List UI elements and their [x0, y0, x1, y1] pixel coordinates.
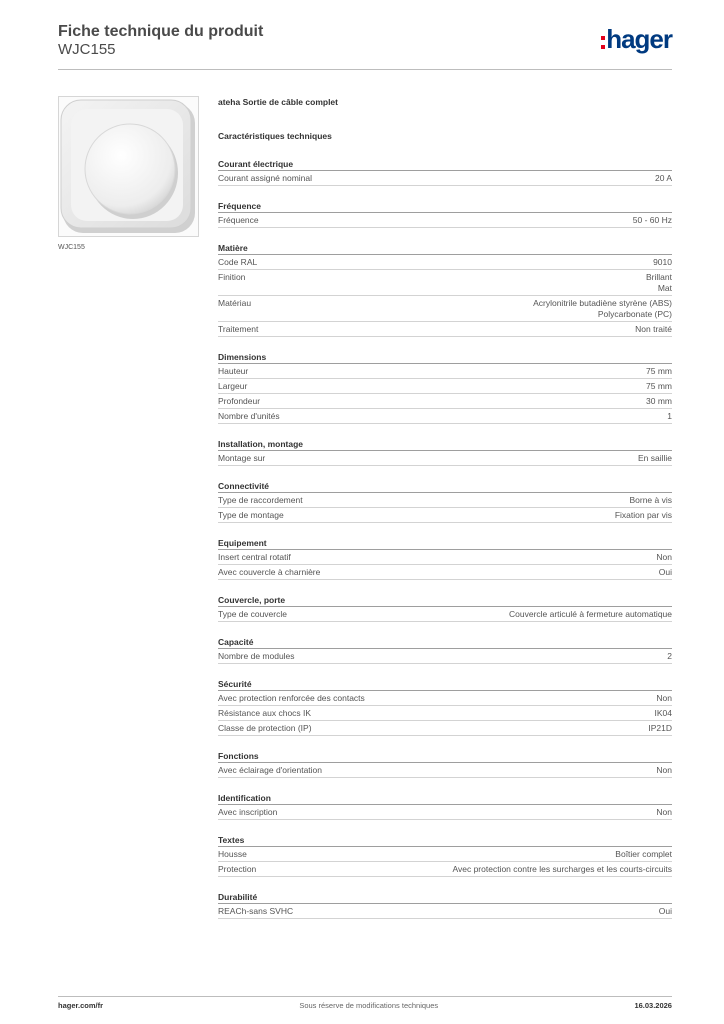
spec-label: Finition: [218, 272, 246, 282]
image-caption: WJC155: [58, 244, 85, 251]
spec-section: [218, 891, 672, 919]
logo-text: hager: [606, 24, 672, 54]
spec-row: [218, 508, 672, 523]
spec-value: [646, 272, 672, 294]
spec-row: [218, 862, 672, 877]
spec-value-line: Fixation par vis: [614, 510, 672, 520]
spec-row: [218, 649, 672, 664]
spec-section: [218, 242, 672, 337]
spec-value-line: Non traité: [635, 324, 672, 334]
spec-row: [218, 721, 672, 736]
spec-value: [635, 324, 672, 335]
section-title: Textes: [218, 834, 672, 847]
spec-value-line: 75 mm: [646, 381, 672, 391]
spec-value-line: 30 mm: [646, 396, 672, 406]
spec-value: [653, 257, 672, 268]
spec-label: Avec inscription: [218, 807, 278, 817]
spec-label: Type de couvercle: [218, 609, 287, 619]
spec-value: [646, 366, 672, 377]
spec-value-line: 9010: [653, 257, 672, 267]
spec-label: Housse: [218, 849, 247, 859]
spec-value: [646, 381, 672, 392]
spec-section: [218, 438, 672, 466]
section-title: Connectivité: [218, 480, 672, 493]
spec-value: [659, 567, 672, 578]
spec-value-line: Oui: [658, 567, 672, 577]
spec-value-line: IK04: [654, 708, 672, 718]
spec-row: [218, 847, 672, 862]
section-title: Courant électrique: [218, 158, 672, 171]
spec-label: Code RAL: [218, 257, 258, 267]
spec-row: [218, 805, 672, 820]
spec-label: Largeur: [218, 381, 248, 391]
spec-label: Insert central rotatif: [218, 552, 291, 562]
spec-label: Résistance aux chocs IK: [218, 708, 312, 718]
spec-label: Nombre d'unités: [218, 411, 280, 421]
spec-value-line: Non: [656, 765, 672, 775]
spec-value: [656, 765, 672, 776]
spec-section: [218, 351, 672, 424]
product-name: ateha Sortie de câble complet: [218, 97, 338, 107]
spec-value-line: IP21D: [648, 723, 672, 733]
spec-section: [218, 200, 672, 228]
spec-value-line: 2: [667, 651, 672, 661]
spec-value: [667, 651, 672, 662]
spec-value-line: Non: [656, 693, 672, 703]
spec-row: [218, 296, 672, 322]
spec-value: [638, 453, 672, 464]
spec-row: [218, 904, 672, 919]
spec-value-line: Brillant: [646, 272, 672, 282]
footer-notice: Sous réserve de modifications techniques: [299, 1001, 439, 1010]
section-title: Couvercle, porte: [218, 594, 672, 607]
spec-section: [218, 636, 672, 664]
spec-value: [656, 552, 672, 563]
spec-value-line: 50 - 60 Hz: [632, 215, 672, 225]
spec-label: Protection: [218, 864, 257, 874]
spec-row: [218, 409, 672, 424]
spec-value-line: Couvercle articulé à fermeture automatique: [509, 609, 672, 619]
product-specs: [218, 96, 672, 933]
spec-row: [218, 394, 672, 409]
section-title: Equipement: [218, 537, 672, 550]
tech-characteristics-title: Caractéristiques techniques: [218, 131, 332, 141]
spec-value: [615, 849, 672, 860]
spec-row: [218, 171, 672, 186]
spec-label: Avec couvercle à charnière: [218, 567, 321, 577]
spec-label: Type de raccordement: [218, 495, 303, 505]
section-title: Installation, montage: [218, 438, 672, 451]
spec-value-line: Non: [656, 552, 672, 562]
spec-value: [646, 396, 672, 407]
spec-row: [218, 379, 672, 394]
spec-value: [659, 906, 672, 917]
spec-label: Courant assigné nominal: [218, 173, 313, 183]
spec-row: [218, 451, 672, 466]
spec-row: [218, 550, 672, 565]
spec-row: [218, 763, 672, 778]
spec-value: [655, 173, 672, 184]
spec-row: [218, 565, 672, 580]
spec-row: [218, 607, 672, 622]
spec-value: [667, 411, 672, 422]
page-header: [58, 22, 672, 70]
spec-row: [218, 213, 672, 228]
spec-row: [218, 706, 672, 721]
cable-outlet-image: [59, 97, 199, 237]
spec-section: [218, 834, 672, 877]
logo-dots-icon: [601, 36, 605, 49]
spec-label: Avec protection renforcée des contacts: [218, 693, 365, 703]
spec-value: [452, 864, 672, 875]
spec-label: Hauteur: [218, 366, 249, 376]
spec-section: [218, 678, 672, 736]
spec-section: [218, 750, 672, 778]
spec-section: [218, 537, 672, 580]
spec-row: [218, 322, 672, 337]
spec-label: Profondeur: [218, 396, 261, 406]
section-title: Dimensions: [218, 351, 672, 364]
spec-value-line: En saillie: [637, 453, 672, 463]
product-image: [58, 96, 199, 237]
spec-sections: [218, 158, 672, 919]
spec-value-line: 1: [667, 411, 672, 421]
spec-value-line: Borne à vis: [629, 495, 672, 505]
section-title: Sécurité: [218, 678, 672, 691]
spec-row: [218, 364, 672, 379]
page-footer: [58, 996, 672, 1010]
section-title: Fréquence: [218, 200, 672, 213]
spec-section: [218, 792, 672, 820]
spec-row: [218, 270, 672, 296]
spec-value: [533, 298, 672, 320]
spec-value: [633, 215, 672, 226]
spec-value-line: Acrylonitrile butadiène styrène (ABS): [533, 298, 672, 308]
section-title: Identification: [218, 792, 672, 805]
spec-label: Nombre de modules: [218, 651, 295, 661]
spec-value: [629, 495, 672, 506]
spec-label: REACh-sans SVHC: [218, 906, 294, 916]
product-reference: WJC155: [58, 41, 116, 58]
spec-value: [509, 609, 672, 620]
spec-label: Montage sur: [218, 453, 266, 463]
document-title: Fiche technique du produit: [58, 23, 264, 40]
spec-value-line: Mat: [657, 283, 672, 293]
spec-value: [615, 510, 672, 521]
spec-section: [218, 480, 672, 523]
spec-value: [656, 807, 672, 818]
footer-date: 16.03.2026: [634, 1001, 672, 1010]
spec-value-line: Avec protection contre les surcharges et les courts-circuits: [452, 864, 672, 874]
spec-row: [218, 493, 672, 508]
section-title: Fonctions: [218, 750, 672, 763]
spec-label: Fréquence: [218, 215, 259, 225]
spec-value-line: Oui: [658, 906, 672, 916]
spec-section: [218, 594, 672, 622]
section-title: Capacité: [218, 636, 672, 649]
hager-logo: [601, 24, 672, 54]
spec-section: [218, 158, 672, 186]
spec-row: [218, 255, 672, 270]
spec-label: Type de montage: [218, 510, 284, 520]
spec-label: Classe de protection (IP): [218, 723, 312, 733]
website-link[interactable]: hager.com/fr: [58, 1001, 104, 1010]
spec-value: [656, 693, 672, 704]
spec-value-line: Non: [656, 807, 672, 817]
section-title: Matière: [218, 242, 672, 255]
spec-value-line: 20 A: [654, 173, 672, 183]
spec-value: [648, 723, 672, 734]
spec-value-line: Boîtier complet: [615, 849, 672, 859]
spec-label: Avec éclairage d'orientation: [218, 765, 323, 775]
spec-value-line: Polycarbonate (PC): [597, 309, 672, 319]
section-title: Durabilité: [218, 891, 672, 904]
spec-row: [218, 691, 672, 706]
spec-value: [655, 708, 673, 719]
spec-label: Matériau: [218, 298, 252, 308]
spec-value-line: 75 mm: [646, 366, 672, 376]
spec-label: Traitement: [218, 324, 259, 334]
